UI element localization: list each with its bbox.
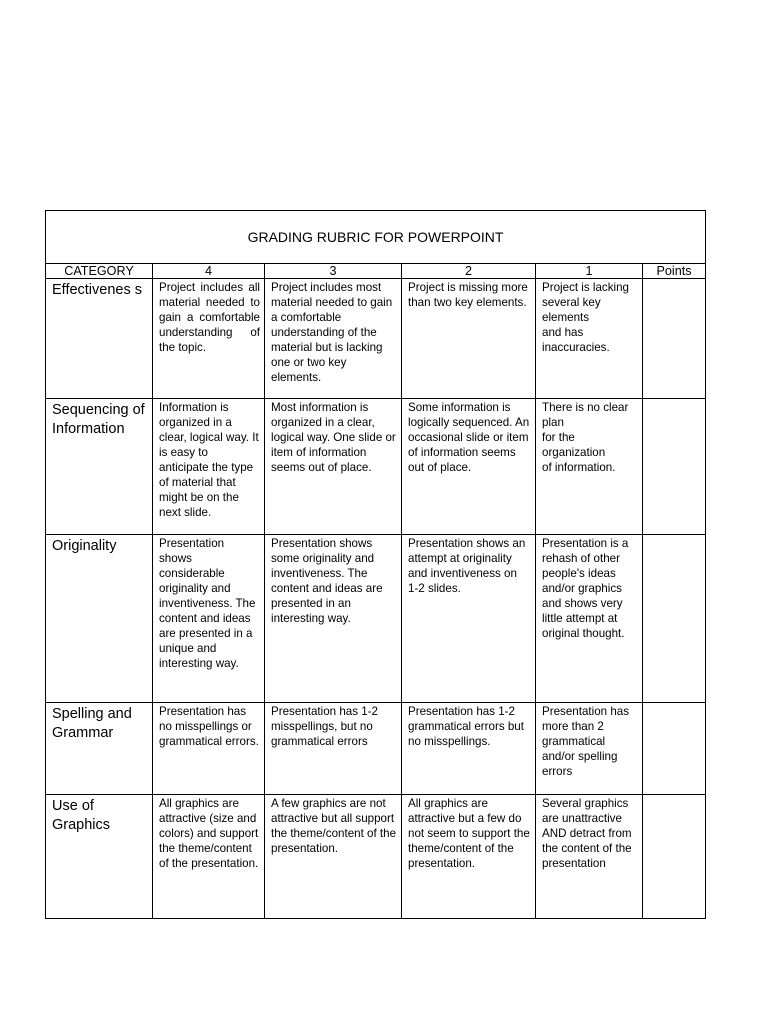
- criteria-cell: Project is missing more than two key elements.: [402, 279, 536, 399]
- category-cell: Spelling and Grammar: [46, 703, 153, 795]
- header-category: CATEGORY: [46, 264, 153, 279]
- header-score-4: 4: [153, 264, 265, 279]
- table-row: [46, 535, 706, 703]
- header-score-1: 1: [536, 264, 643, 279]
- header-points: Points: [643, 264, 706, 279]
- rubric-title: GRADING RUBRIC FOR POWERPOINT: [46, 211, 706, 264]
- criteria-cell: Presentation shows an attempt at originality and inventiveness on 1-2 slides.: [402, 535, 536, 703]
- category-cell: Effectivenes s: [46, 279, 153, 399]
- table-row: [46, 399, 706, 535]
- criteria-cell: Presentation shows considerable originality and inventiveness. The content and ideas are presented in a unique and interesting way.: [153, 535, 265, 703]
- criteria-cell: Presentation is a rehash of other people's ideas and/or graphics and shows very little attempt at original thought.: [536, 535, 643, 703]
- criteria-cell: Project includes all material needed to gain a comfortable understanding of the topic.: [153, 279, 265, 399]
- title-row: [46, 211, 706, 264]
- points-cell: [643, 535, 706, 703]
- criteria-cell: All graphics are attractive (size and colors) and support the theme/content of the presentation.: [153, 795, 265, 919]
- points-cell: [643, 279, 706, 399]
- points-cell: [643, 703, 706, 795]
- points-cell: [643, 795, 706, 919]
- criteria-cell: Some information is logically sequenced. An occasional slide or item of information seems out of place.: [402, 399, 536, 535]
- criteria-cell: Presentation has more than 2 grammatical and/or spelling errors: [536, 703, 643, 795]
- header-score-3: 3: [265, 264, 402, 279]
- criteria-cell: Presentation has no misspellings or grammatical errors.: [153, 703, 265, 795]
- table-row: [46, 703, 706, 795]
- criteria-cell: Presentation has 1-2 misspellings, but no grammatical errors: [265, 703, 402, 795]
- criteria-cell: Presentation has 1-2 grammatical errors but no misspellings.: [402, 703, 536, 795]
- category-cell: Originality: [46, 535, 153, 703]
- rubric-table: [45, 210, 706, 919]
- points-cell: [643, 399, 706, 535]
- header-row: [46, 264, 706, 279]
- criteria-cell: Information is organized in a clear, logical way. It is easy to anticipate the type of material that might be on the next slide.: [153, 399, 265, 535]
- criteria-cell: Project includes most material needed to gain a comfortable understanding of the material but is lacking one or two key elements.: [265, 279, 402, 399]
- header-score-2: 2: [402, 264, 536, 279]
- category-cell: Sequencing of Information: [46, 399, 153, 535]
- criteria-cell: Presentation shows some originality and inventiveness. The content and ideas are presented in an interesting way.: [265, 535, 402, 703]
- criteria-cell: Several graphics are unattractive AND detract from the content of the presentation: [536, 795, 643, 919]
- criteria-cell: Project is lacking several key elements and has inaccuracies.: [536, 279, 643, 399]
- criteria-cell: There is no clear plan for the organization of information.: [536, 399, 643, 535]
- criteria-cell: Most information is organized in a clear, logical way. One slide or item of information seems out of place.: [265, 399, 402, 535]
- table-row: [46, 795, 706, 919]
- category-cell: Use of Graphics: [46, 795, 153, 919]
- criteria-cell: All graphics are attractive but a few do not seem to support the theme/content of the presentation.: [402, 795, 536, 919]
- criteria-cell: A few graphics are not attractive but all support the theme/content of the presentation.: [265, 795, 402, 919]
- table-row: [46, 279, 706, 399]
